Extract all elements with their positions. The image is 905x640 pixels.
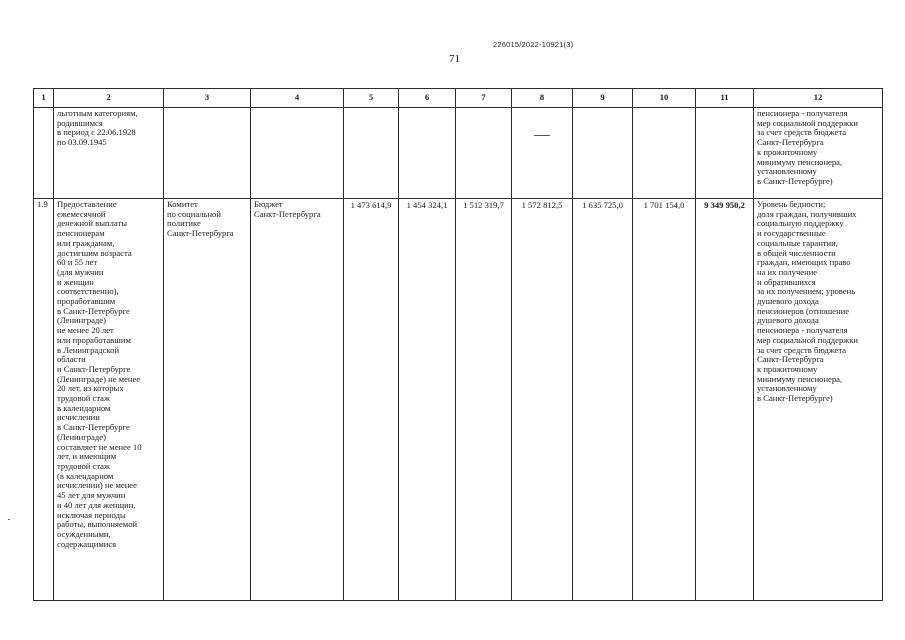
executor-cell [164,108,251,199]
cell-text-line: установленному [757,166,817,177]
cell-text-line: и государственные [757,228,826,239]
amount-cell: 1 572 812,5 [512,199,573,601]
cell-text-line: Комитет [167,199,198,209]
table-header-row [34,89,883,108]
cell-text-line: денежной выплаты [57,218,128,229]
column-header: 11 [696,89,754,108]
column-header: 8 [512,89,573,108]
cell-text-line: лет, и имеющим [57,451,117,462]
cell-text-line: 20 лет, из которых [57,383,124,394]
cell-text-line: граждан, имеющих право [757,257,851,268]
cell-text-line: к прожиточному [757,363,818,374]
total-amount-cell: 9 349 950,2 [696,199,754,601]
amount-cell [456,108,512,199]
funding-source-cell [251,199,344,601]
row-number-cell: 1.9 [34,199,54,601]
cell-text-line: в календарном [57,402,111,413]
cell-text-line: содержащимися [57,538,117,549]
cell-text-line: душевого дохода [757,315,819,326]
dash-mark [534,135,550,136]
cell-text-line: Санкт-Петербурга [167,228,234,239]
cell-text-line: работы, выполняемой [57,519,138,530]
cell-text-line: за их получением; уровень [757,286,856,297]
cell-text-line: ежемесячной [57,208,106,219]
table-row-continuation [34,108,883,199]
cell-text-line: (в календарном [57,470,114,481]
cell-text-line: по 03.09.1945 [57,137,107,148]
cell-text-line: (Ленинграде) [57,431,106,442]
cell-text-line: на их получение [757,266,818,277]
amount-cell: 1 635 725,0 [573,199,633,601]
cell-text-line: и 40 лет для женщин, [57,499,136,510]
column-header: 12 [754,89,883,108]
cell-text-line: проработавшим [57,296,116,307]
cell-text-line: или гражданам, [57,237,115,248]
table-row-1-9 [34,199,883,601]
cell-text-line: 45 лет для мужчин [57,490,126,501]
column-header: 1 [34,89,54,108]
cell-text-line: области [57,354,86,365]
cell-text-line: в Санкт-Петербурге [57,305,130,316]
cell-text-line: осужденными, [57,528,111,539]
cell-text-line: за счет средств бюджета [757,127,847,138]
cell-text-line: исчислении) не менее [57,480,137,491]
cell-text-line: пенсионеров (отношение [757,305,850,316]
cell-text-line: минимуму пенсионера, [757,156,843,167]
page-number: 71 [449,53,460,65]
cell-text-line: Предоставление [57,199,117,209]
program-table [33,88,883,601]
cell-text-line: политике [167,218,201,229]
amount-cell: 1 454 324,1 [399,199,456,601]
cell-text-line: трудовой стаж [57,460,110,471]
column-header: 3 [164,89,251,108]
amount-cell [633,108,696,199]
amount-cell: 1 473 614,9 [344,199,399,601]
cell-text-line: пенсионера - получателя [757,108,848,118]
cell-text-line: Санкт-Петербурга [757,137,824,148]
cell-text-line: социальные гарантии, [757,237,838,248]
cell-text-line: трудовой стаж [57,393,110,404]
measure-name-cell [54,108,164,199]
amount-cell: 1 701 154,0 [633,199,696,601]
cell-text-line: в Санкт-Петербурге) [757,393,833,404]
row-number-cell [34,108,54,199]
cell-text-line: минимуму пенсионера, [757,373,843,384]
amount-cell [344,108,399,199]
cell-text-line: Санкт-Петербурга [757,354,824,365]
cell-text-line: и Санкт-Петербурге [57,363,131,374]
amount-cell [399,108,456,199]
column-header: 6 [399,89,456,108]
amount-cell [512,108,573,199]
cell-text-line: Уровень бедности; [757,199,826,209]
column-header: 2 [54,89,164,108]
cell-text-line: (Ленинграде) не менее [57,373,141,384]
cell-text-line: Санкт-Петербурга [254,208,321,219]
cell-text-line: по социальной [167,208,221,219]
column-header: 9 [573,89,633,108]
cell-text-line: (для мужчин [57,266,104,277]
cell-text-line: или проработавшим [57,334,131,345]
cell-text-line: пенсионерам [57,228,105,239]
cell-text-line: исчислении [57,412,100,423]
cell-text-line: достигшим возраста [57,247,132,258]
scan-speck [8,519,10,520]
cell-text-line: Бюджет [254,199,283,209]
column-header: 5 [344,89,399,108]
cell-text-line: в Санкт-Петербурге [57,422,130,433]
cell-text-line: установленному [757,383,817,394]
cell-text-line: исключая периоды [57,509,126,520]
amount-cell [573,108,633,199]
cell-text-line: в Ленинградской [57,344,120,355]
cell-text-line: составляет не менее 10 [57,441,142,452]
cell-text-line: в период с 22.06.1928 [57,127,136,138]
cell-text-line: пенсионера - получателя [757,325,848,336]
document-registration-number: 226015/2022-10921(3) [493,40,574,49]
cell-text-line: душевого дохода [757,296,819,307]
column-header: 7 [456,89,512,108]
cell-text-line: и обратившихся [757,276,816,287]
indicator-cell [754,108,883,199]
measure-name-cell [54,199,164,601]
cell-text-line: родившимся [57,117,103,128]
total-amount-cell [696,108,754,199]
cell-text-line: в Санкт-Петербурге) [757,175,833,186]
cell-text-line: социальную поддержку [757,218,844,229]
column-header: 10 [633,89,696,108]
indicator-cell [754,199,883,601]
cell-text-line: льготным категориям, [57,108,138,118]
cell-text-line: доля граждан, получивших [757,208,857,219]
cell-text-line: к прожиточному [757,146,818,157]
executor-cell [164,199,251,601]
amount-cell: 1 512 319,7 [456,199,512,601]
cell-text-line: мер социальной поддержки [757,334,858,345]
cell-text-line: и женщин [57,276,94,287]
cell-text-line: (Ленинграде) [57,315,106,326]
cell-text-line: в общей численности [757,247,836,258]
cell-text-line: соответственно), [57,286,119,297]
funding-source-cell [251,108,344,199]
column-header: 4 [251,89,344,108]
cell-text-line: мер социальной поддержки [757,117,858,128]
cell-text-line: 60 и 55 лет [57,257,98,268]
cell-text-line: не менее 20 лет [57,325,114,336]
cell-text-line: за счет средств бюджета [757,344,847,355]
